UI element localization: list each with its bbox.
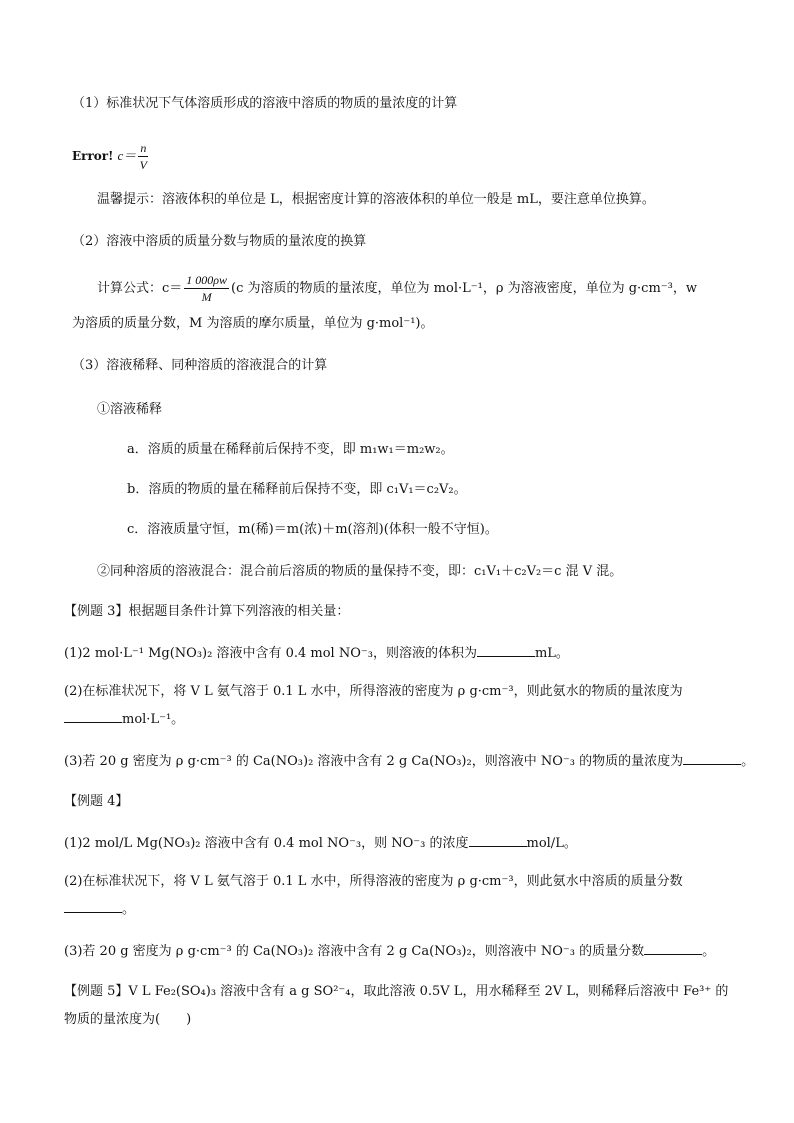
fraction-density-formula <box>184 272 229 305</box>
example5-line1: 【例题 5】V L Fe₂(SO₄)₃ 溶液中含有 a g SO²⁻₄，取此溶液 0.5V L，用水稀释至 2V L，则稀释后溶液中 Fe³⁺ 的 <box>64 984 729 999</box>
section2-formula-desc2: 为溶质的质量分数，M 为溶质的摩尔质量，单位为 g·mol⁻¹)。 <box>72 316 434 331</box>
formula-lhs: c＝ <box>117 148 137 163</box>
answer-blank <box>64 898 122 913</box>
q1-unit: mL。 <box>534 646 569 661</box>
dilution-item-a: a．溶质的质量在稀释前后保持不变，即 m₁w₁＝m₂w₂。 <box>127 442 454 457</box>
answer-blank <box>644 940 702 955</box>
answer-blank <box>683 750 741 765</box>
example4-q1 <box>64 832 577 854</box>
fraction-numerator: n <box>140 141 147 155</box>
example4-q2-line2 <box>64 898 135 920</box>
dilution-item-b: b．溶质的物质的量在稀释前后保持不变，即 c₁V₁＝c₂V₂。 <box>127 482 467 497</box>
dilution-item-c: c．溶液质量守恒，m(稀)＝m(浓)＋m(溶剂)(体积一般不守恒)。 <box>127 522 498 537</box>
fraction-denominator: V <box>139 158 147 172</box>
section3-heading: （3）溶液稀释、同种溶质的溶液混合的计算 <box>72 358 328 373</box>
example4-title: 【例题 4】 <box>64 794 129 809</box>
example3-title: 【例题 3】根据题目条件计算下列溶液的相关量： <box>64 604 350 619</box>
answer-blank <box>64 708 122 723</box>
q1-text: (1)2 mol·L⁻¹ Mg(NO₃)₂ 溶液中含有 0.4 mol NO⁻₃，则溶液的体积为 <box>64 646 477 661</box>
example4-q2-line1: (2)在标准状况下，将 V L 氨气溶于 0.1 L 水中，所得溶液的密度为 ρ g·cm⁻³，则此氨水中溶质的质量分数 <box>64 874 683 889</box>
formula-description: (c 为溶质的物质的量浓度，单位为 mol·L⁻¹，ρ 为溶液密度，单位为 g·cm⁻³，w <box>231 281 697 296</box>
example3-q3 <box>64 750 754 772</box>
q2-end: 。 <box>122 902 136 917</box>
section2-formula <box>97 272 697 306</box>
section3-sub2: ②同种溶质的溶液混合：混合前后溶质的物质的量保持不变，即：c₁V₁＋c₂V₂＝c 混 V 混。 <box>97 564 623 579</box>
example3-q2-line2 <box>64 708 184 730</box>
q3-end: 。 <box>702 944 716 959</box>
example3-q2-line1: (2)在标准状况下，将 V L 氨气溶于 0.1 L 水中，所得溶液的密度为 ρ g·cm⁻³，则此氨水的物质的量浓度为 <box>64 684 683 699</box>
section2-heading: （2）溶液中溶质的质量分数与物质的量浓度的换算 <box>72 234 367 249</box>
error-label: Error! <box>72 149 114 163</box>
q3-text: (3)若 20 g 密度为 ρ g·cm⁻³ 的 Ca(NO₃)₂ 溶液中含有 2 g Ca(NO₃)₂，则溶液中 NO⁻₃ 的物质的量浓度为 <box>64 754 684 769</box>
section1-heading: （1）标准状况下气体溶质形成的溶液中溶质的物质的量浓度的计算 <box>72 96 458 111</box>
formula-prefix: 计算公式：c＝ <box>97 281 183 296</box>
section3-sub1: ①溶液稀释 <box>97 402 163 417</box>
example5-line2: 物质的量浓度为( ) <box>64 1012 192 1027</box>
fraction-denominator: M <box>201 290 212 304</box>
fraction-numerator: 1 000ρw <box>186 273 228 287</box>
answer-blank <box>469 832 527 847</box>
q2-unit: mol·L⁻¹。 <box>122 712 185 727</box>
q3-end: 。 <box>741 754 755 769</box>
q1-text: (1)2 mol/L Mg(NO₃)₂ 溶液中含有 0.4 mol NO⁻₃，则 NO⁻₃ 的浓度 <box>64 836 469 851</box>
answer-blank <box>477 642 535 657</box>
fraction-n-over-v <box>138 140 148 173</box>
q1-unit: mol/L。 <box>526 836 577 851</box>
example4-q3 <box>64 940 715 962</box>
q3-text: (3)若 20 g 密度为 ρ g·cm⁻³ 的 Ca(NO₃)₂ 溶液中含有 2 g Ca(NO₃)₂，则溶液中 NO⁻₃ 的质量分数 <box>64 944 645 959</box>
example3-q1 <box>64 642 569 664</box>
section1-tip: 温馨提示：溶液体积的单位是 L，根据密度计算的溶液体积的单位一般是 mL，要注意单位换算。 <box>97 192 655 207</box>
section1-formula <box>72 140 150 173</box>
